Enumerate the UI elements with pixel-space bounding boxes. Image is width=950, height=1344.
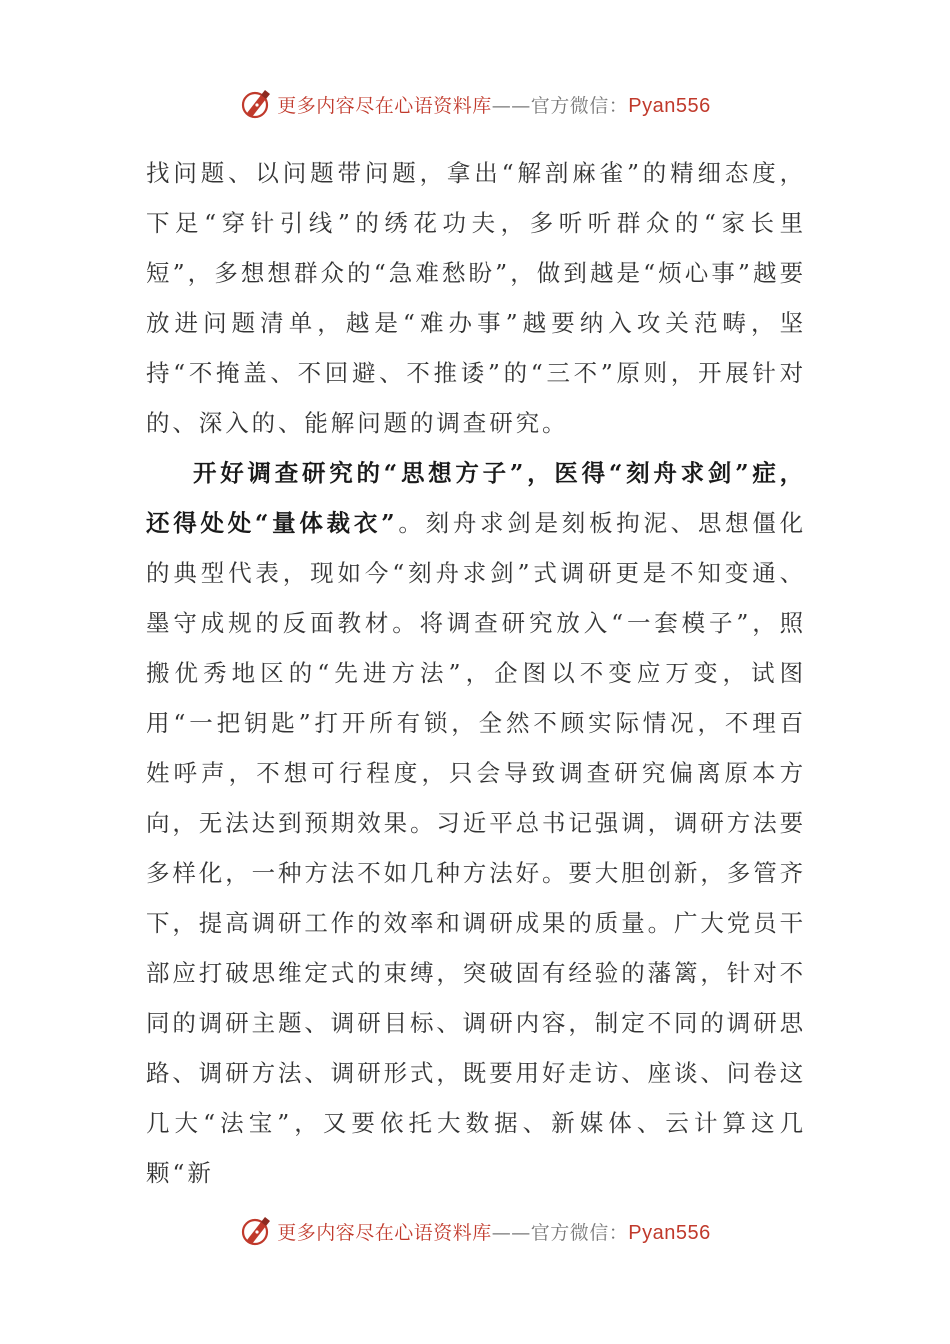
- paragraph-1: 找问题、以问题带问题，拿出“解剖麻雀”的精细态度，下足“穿针引线”的绣花功夫，多听听群众的“家长里短”，多想想群众的“急难愁盼”，做到越是“烦心事”越要放进问题清单，越是“难办事”越要纳入攻关范畴，坚持“不掩盖、不回避、不推诿”的“三不”原则，开展针对的、深入的、能解问题的调查研究。: [146, 159, 806, 437]
- banner-dash: ——: [491, 94, 531, 117]
- document-body: [146, 148, 806, 1198]
- paragraph-2-heading: 开好调查研究的“思想方子”，医得“刻舟求剑”症，还得处处“量体裁衣”: [146, 459, 806, 537]
- banner-wechat-id: Pyan556: [628, 94, 711, 117]
- banner-wechat-label: 官方微信：: [530, 1221, 629, 1244]
- paragraph-2: [146, 448, 806, 1198]
- pen-nib-icon: [239, 1214, 273, 1248]
- paragraph-2-body: 。刻舟求剑是刻板拘泥、思想僵化的典型代表，现如今“刻舟求剑”式调研更是不知变通、墨守成规的反面教材。将调查研究放入“一套模子”，照搬优秀地区的“先进方法”，企图以不变应万变，试图用“一把钥匙”打开所有锁，全然不顾实际情况，不理百姓呼声，不想可行程度，只会导致调查研究偏离原本方向，无法达到预期效果。习近平总书记强调，调研方法要多样化，一种方法不如几种方法好。要大胆创新，多管齐下，提高调研工作的效率和调研成果的质量。广大党员干部应打破思维定式的束缚，突破固有经验的藩篱，针对不同的调研主题、调研目标、调研内容，制定不同的调研思路、调研方法、调研形式，既要用好走访、座谈、问卷这几大“法宝”，又要依托大数据、新媒体、云计算这几颗“新: [146, 509, 807, 1187]
- footer-banner: [0, 1211, 950, 1251]
- banner-title: 更多内容尽在心语资料库: [277, 1221, 492, 1244]
- pen-nib-icon: [239, 87, 273, 121]
- banner-wechat-label: 官方微信：: [530, 94, 629, 117]
- banner-title: 更多内容尽在心语资料库: [277, 94, 492, 117]
- banner-wechat-id: Pyan556: [628, 1221, 711, 1244]
- banner-dash: ——: [491, 1221, 531, 1244]
- header-banner: [0, 84, 950, 124]
